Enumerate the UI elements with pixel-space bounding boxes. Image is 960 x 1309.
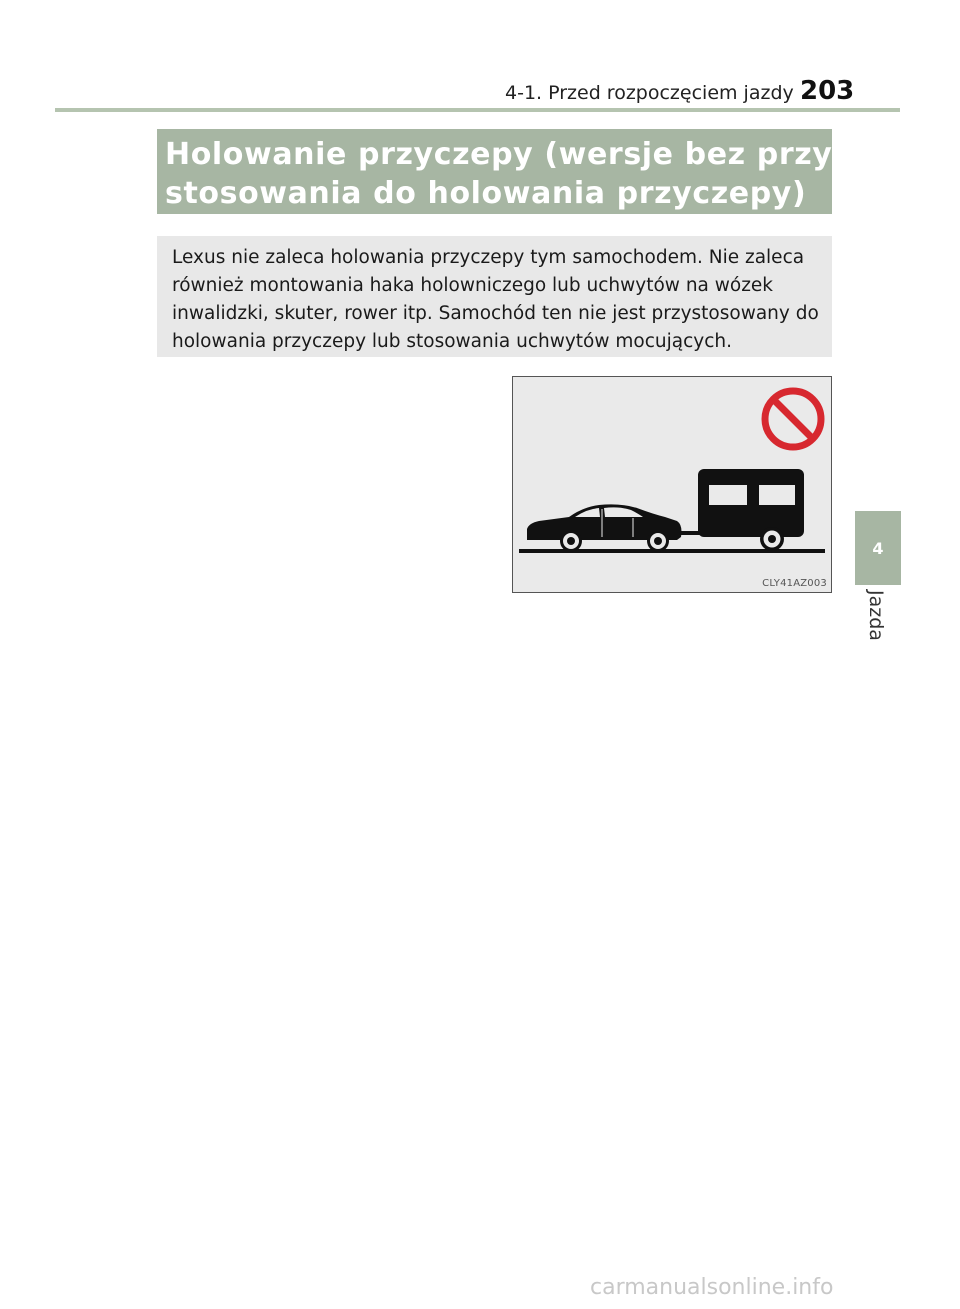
page-number: 203 xyxy=(800,76,855,106)
chapter-tab xyxy=(855,511,901,585)
header-section-title: 4-1. Przed rozpoczęciem jazdy xyxy=(505,82,794,104)
header-divider xyxy=(55,108,900,112)
body-line-2: również montowania haka holowniczego lub uchwytów na wózek xyxy=(172,275,774,296)
towing-prohibited-illustration xyxy=(512,376,832,593)
chapter-name: Jazda xyxy=(865,590,887,641)
body-text-box xyxy=(157,236,832,357)
prohibition-icon xyxy=(765,391,821,447)
figure-code: CLY41AZ003 xyxy=(762,578,827,589)
watermark: carmanualsonline.info xyxy=(590,1275,834,1300)
section-title-line-1: Holowanie przyczepy (wersje bez przy- xyxy=(165,137,846,172)
trailer-icon xyxy=(698,469,804,551)
chapter-number: 4 xyxy=(872,538,884,558)
section-title-box xyxy=(157,129,846,214)
car-icon xyxy=(527,504,682,552)
section-title-line-2: stosowania do holowania przyczepy) xyxy=(165,176,807,211)
body-line-1: Lexus nie zaleca holowania przyczepy tym samochodem. Nie zaleca xyxy=(172,247,805,268)
body-line-4: holowania przyczepy lub stosowania uchwytów mocujących. xyxy=(172,331,732,352)
illustration-svg xyxy=(513,377,831,592)
body-line-3: inwalidzki, skuter, rower itp. Samochód ten nie jest przystosowany do xyxy=(172,303,819,324)
